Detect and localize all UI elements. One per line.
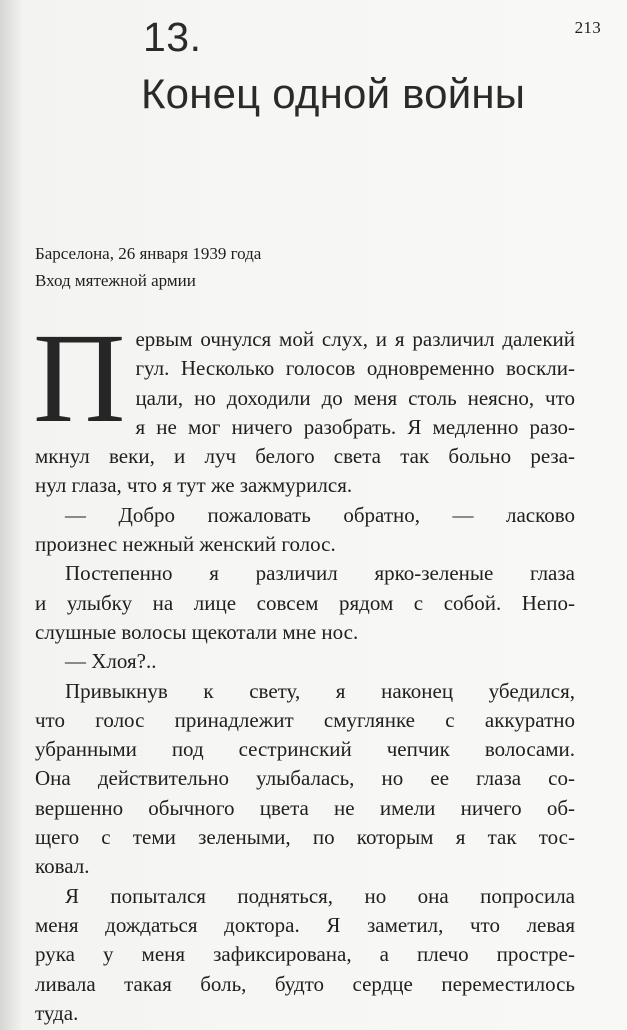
text-line: Привыкнув к свету, я наконец убедился, — [65, 678, 575, 703]
text-line: убранными под сестринский чепчик волосами. — [35, 737, 575, 762]
text-line: Постепенно я различил ярко-зеленые глаза — [65, 561, 575, 586]
chapter-title: Конец одной войны — [141, 70, 526, 117]
text-line: произнес нежный женский голос. — [35, 532, 336, 557]
text-line: что голос принадлежит смуглянке с аккуратно — [35, 707, 575, 732]
epigraph — [35, 240, 261, 294]
text-line: — Хлоя?.. — [65, 649, 157, 674]
text-line: слушные волосы щекотали мне нос. — [35, 619, 359, 644]
page-binding-shadow — [0, 0, 22, 1030]
text-line: мкнул веки, и луч белого света так больно реза- — [35, 444, 575, 469]
text-line: ливала такая боль, будто сердце переместилось — [35, 971, 575, 996]
text-line: вершенно обычного цвета не имели ничего об- — [35, 795, 575, 820]
text-line: Я попытался подняться, но она попросила — [65, 883, 575, 908]
epigraph-place-date: Барселона, 26 января 1939 года — [35, 244, 262, 263]
text-line: цали, но доходили до меня столь неясно, что — [135, 385, 575, 410]
epigraph-event: Вход мятежной армии — [35, 271, 196, 290]
text-line: — Добро пожаловать обратно, — ласково — [65, 502, 575, 527]
chapter-number: 13. — [143, 14, 202, 60]
text-line: меня дождаться доктора. Я заметил, что левая — [35, 912, 575, 937]
chapter-body — [33, 307, 575, 1028]
text-line: Она действительно улыбалась, но ее глаза со- — [35, 766, 575, 791]
text-line: гул. Несколько голосов одновременно воскли- — [135, 356, 575, 381]
page-number: 213 — [574, 18, 601, 37]
text-line: туда. — [35, 1000, 79, 1025]
text-line: ковал. — [35, 854, 90, 879]
drop-cap: П — [33, 307, 126, 449]
text-line: и улыбку на лице совсем рядом с собой. Непо- — [35, 590, 575, 615]
text-line: ервым очнулся мой слух, и я различил далекий — [135, 327, 575, 351]
text-line: щего с теми зелеными, по которым я так тос- — [35, 825, 575, 850]
text-line: нул глаза, что я тут же зажмурился. — [35, 473, 353, 498]
text-line: рука у меня зафиксирована, а плечо простре- — [35, 942, 575, 967]
text-line: я не мог ничего разобрать. Я медленно разо- — [135, 414, 575, 439]
